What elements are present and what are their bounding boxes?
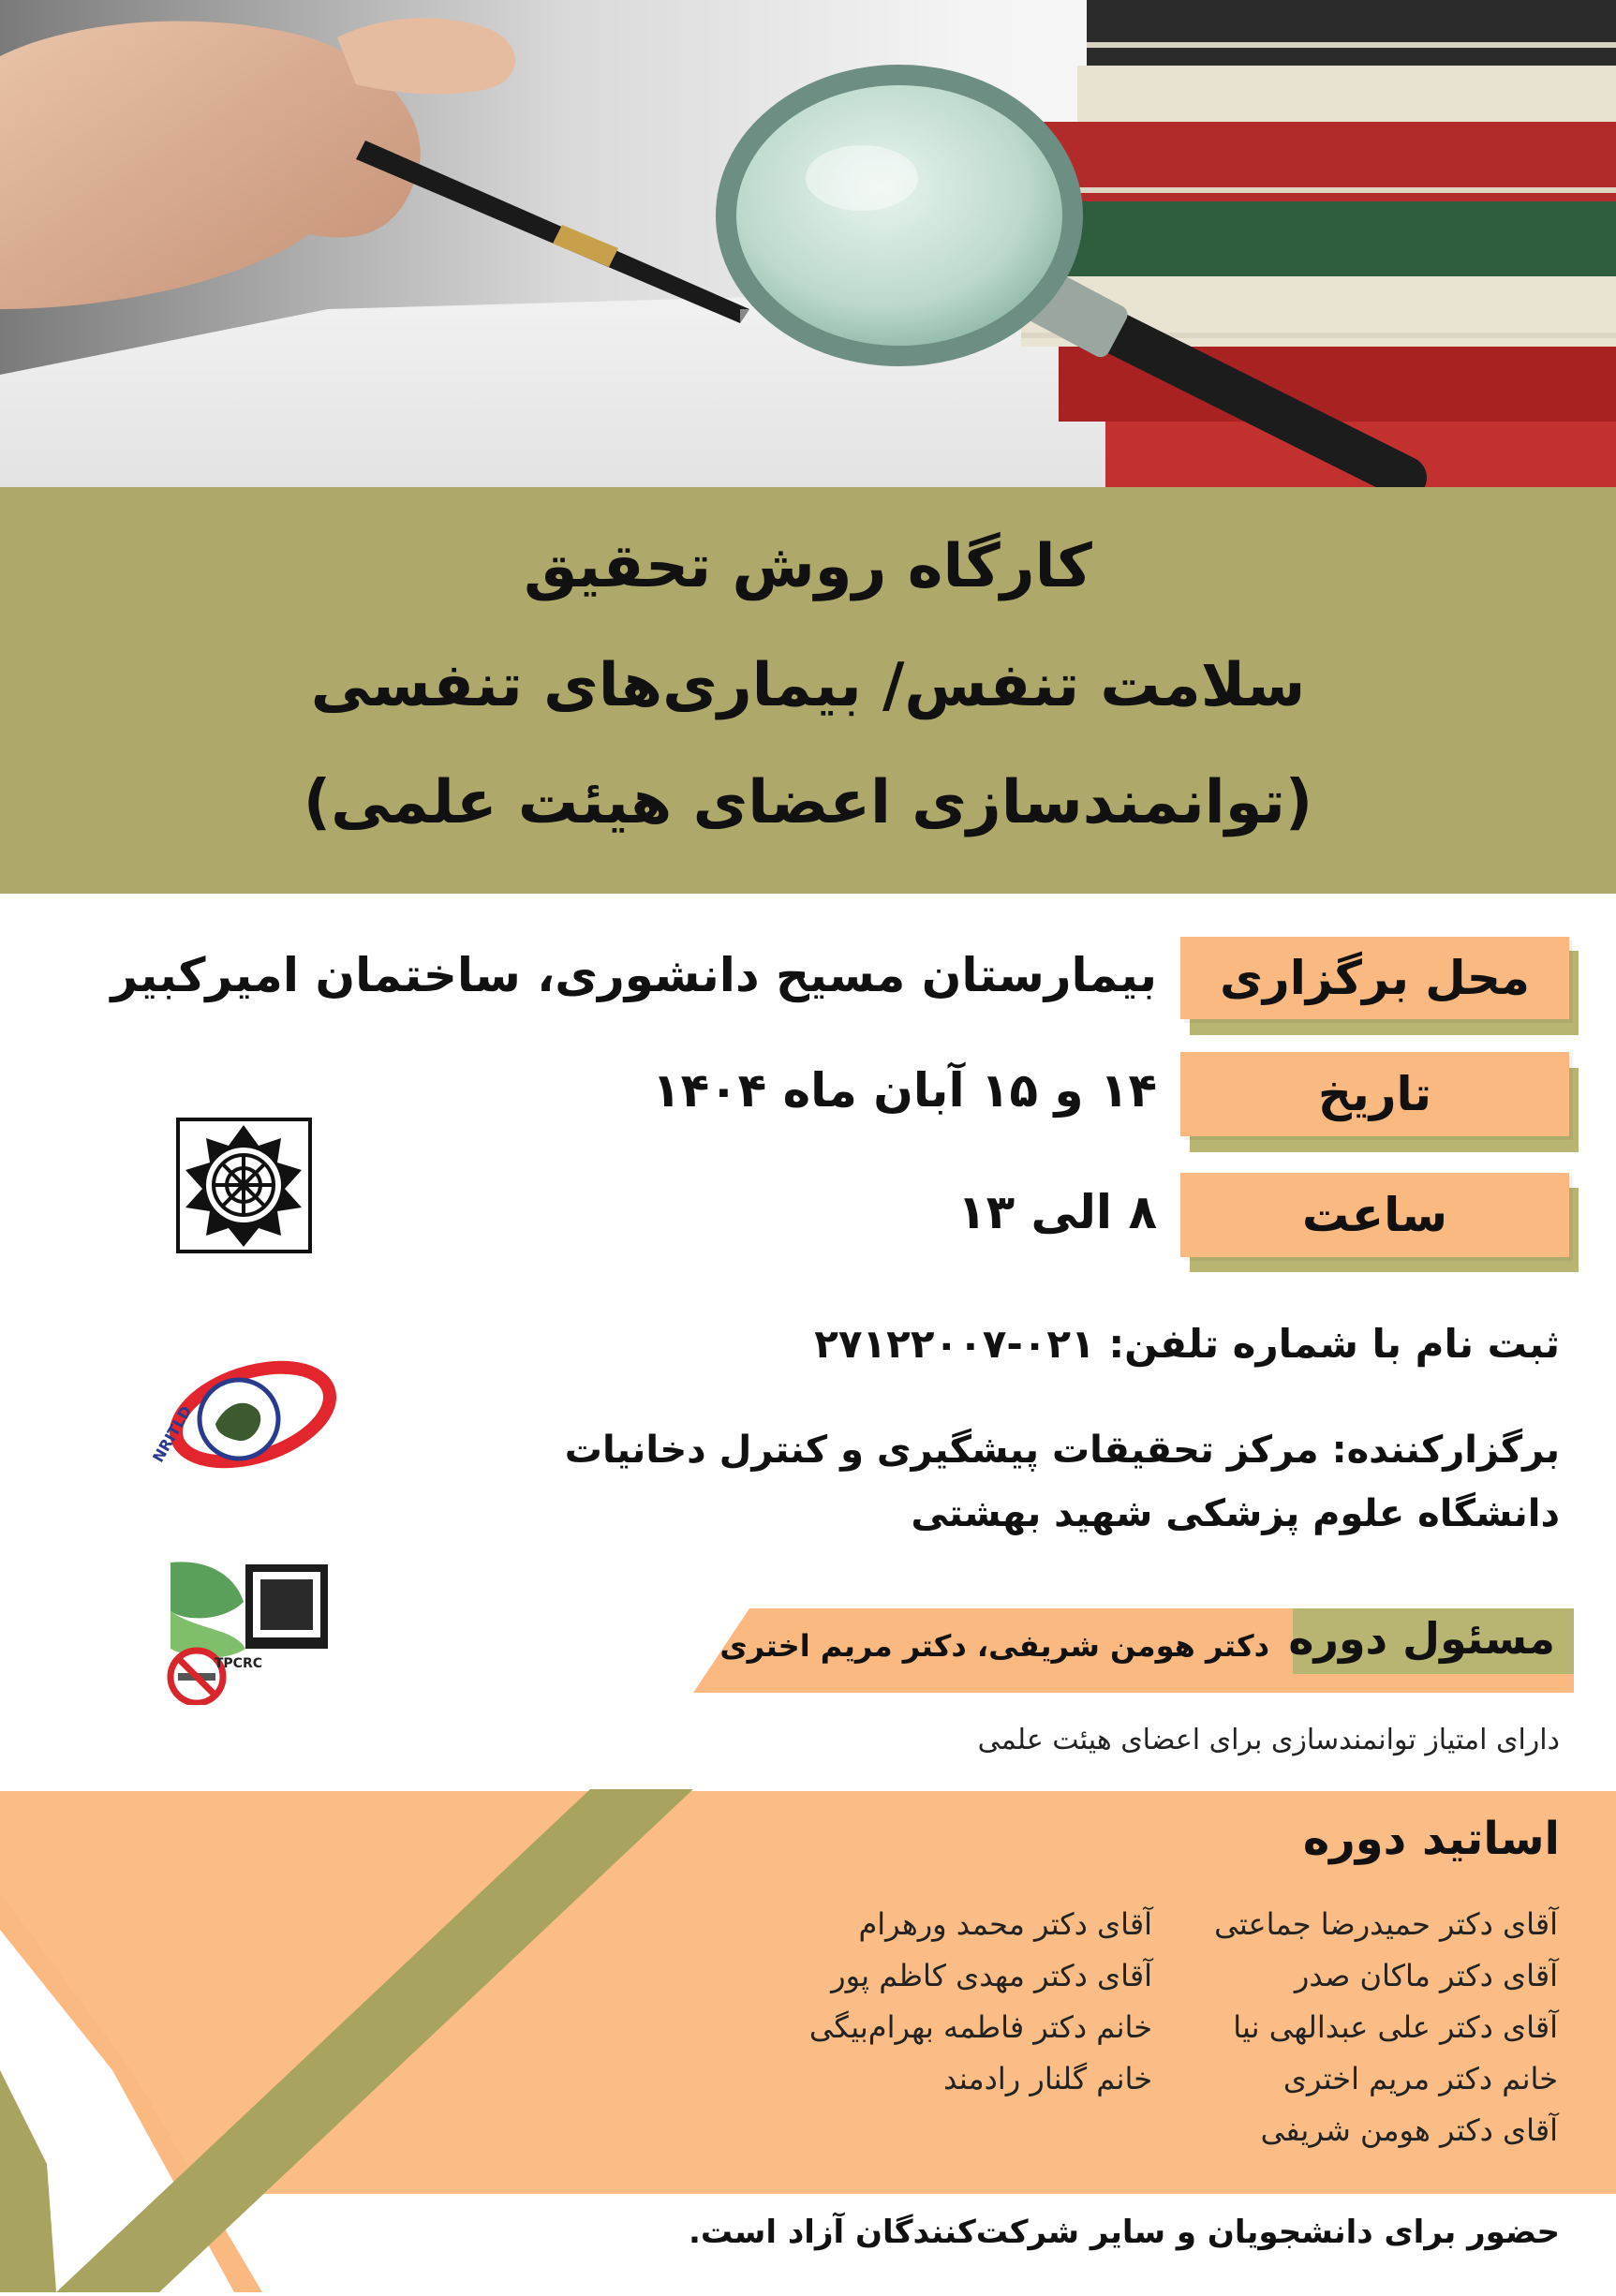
- nritld-logo: [150, 1340, 356, 1489]
- tpcrc-text: TPCRC: [214, 1656, 262, 1671]
- teacher-right-1: آقای دکتر حمیدرضا جماعتی: [1214, 1906, 1558, 1942]
- title-band: [0, 487, 1616, 894]
- hero-illustration: [0, 0, 1616, 487]
- venue-label-tab: محل برگزاری: [1180, 937, 1569, 1019]
- title-line-1: کارگاه روش تحقیق: [524, 532, 1092, 601]
- finger-shape: [337, 18, 515, 94]
- course-lead-label: مسئول دوره: [1288, 1613, 1555, 1664]
- hero-image: [0, 0, 1616, 487]
- time-value: ۸ الی ۱۳: [957, 1185, 1157, 1239]
- tpcrc-logo: [159, 1555, 342, 1705]
- teacher-left-2: آقای دکتر مهدی کاظم پور: [831, 1958, 1152, 1993]
- teacher-right-5: آقای دکتر هومن شریفی: [1260, 2112, 1558, 2148]
- organizer-line-2: دانشگاه علوم پزشکی شهید بهشتی: [911, 1492, 1560, 1535]
- teacher-left-1: آقای دکتر محمد ورهرام: [858, 1906, 1152, 1942]
- title-line-3: (توانمندسازی اعضای هیئت علمی): [303, 768, 1313, 837]
- teacher-left-4: خانم گلنار رادمند: [943, 2061, 1152, 2096]
- teacher-right-3: آقای دکتر علی عبدالهی نیا: [1233, 2009, 1558, 2045]
- organizer-line-1: برگزارکننده: مرکز تحقیقات پیشگیری و کنترل دخانیات: [564, 1429, 1560, 1472]
- title-line-2: سلامت تنفس/ بیماری‌های تنفسی: [310, 651, 1306, 720]
- date-label-tab: تاریخ: [1180, 1052, 1569, 1136]
- teacher-right-4: خانم دکتر مریم اختری: [1282, 2061, 1558, 2096]
- date-value: ۱۴ و ۱۵ آبان ماه ۱۴۰۴: [652, 1063, 1157, 1118]
- decorative-v-shape: [0, 1789, 693, 2292]
- time-label-tab: ساعت: [1180, 1173, 1569, 1257]
- credit-note: دارای امتیاز توانمندسازی برای اعضای هیئت علمی: [977, 1724, 1560, 1756]
- university-logo: [176, 1118, 312, 1253]
- venue-value: بیمارستان مسیح دانشوری، ساختمان امیرکبیر: [111, 948, 1157, 1002]
- nritld-text: NRITLD: [150, 1402, 196, 1466]
- course-lead-names: دکتر هومن شریفی، دکتر مریم اختری: [719, 1628, 1269, 1664]
- footer-note: حضور برای دانشجویان و سایر شرکت‌کنندگان آزاد است.: [689, 2214, 1560, 2251]
- registration-phone: ثبت نام با شماره تلفن: ۰۲۱-۲۷۱۲۲۰۰۷: [814, 1321, 1560, 1367]
- teachers-heading: اساتید دوره: [1302, 1813, 1560, 1865]
- teacher-right-2: آقای دکتر ماکان صدر: [1294, 1958, 1558, 1993]
- teacher-left-3: خانم دکتر فاطمه بهرام‌بیگی: [808, 2009, 1152, 2045]
